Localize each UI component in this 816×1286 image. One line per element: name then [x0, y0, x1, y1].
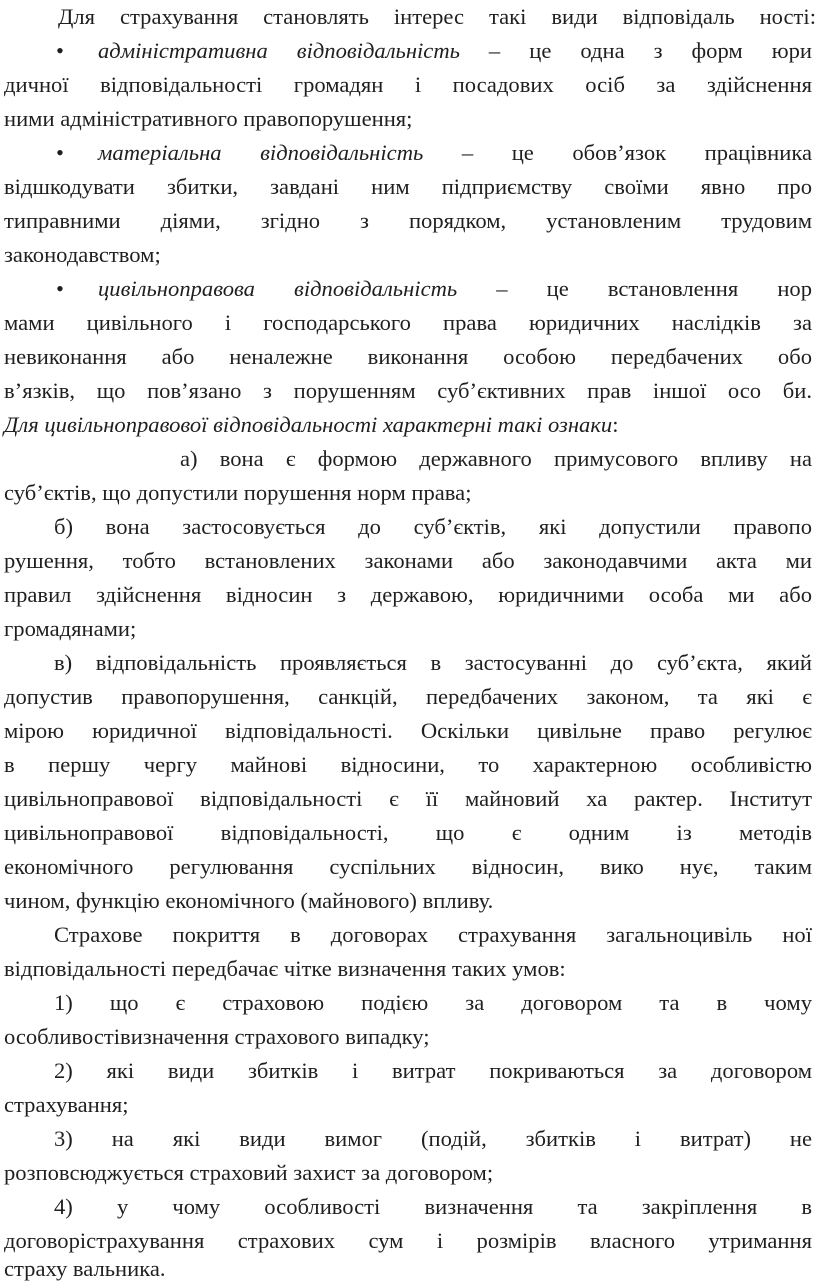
text-line: страху вальника.	[4, 1256, 166, 1281]
term-italic: матеріальна відповідальність	[98, 140, 424, 165]
subheading-line	[4, 408, 812, 442]
text-line: мами цивільного і господарського права юридичних наслідків за	[4, 310, 812, 335]
text-line: договорістрахування страхових сум і розмірів власного утримання	[4, 1228, 812, 1253]
text-line: невиконання або неналежне виконання особою передбачених обо	[4, 344, 812, 369]
text-line: Для страхування становлять інтерес такі види відповідаль ності:	[58, 4, 816, 29]
text-line: 3) на які види вимог (подій, збитків і витрат) не	[54, 1126, 812, 1151]
text-line: ними адміністративного правопорушення;	[4, 106, 413, 131]
text-line: в’язків, що пов’язано з порушенням суб’єктивних прав іншої осо би.	[4, 378, 812, 403]
text-line: в першу чергу майнові відносини, то характерною особливістю	[4, 752, 812, 777]
text-line: допустив правопорушення, санкцій, передбачених законом, та які є	[4, 684, 812, 709]
text-line: в) відповідальність проявляється в застосуванні до суб’єкта, який	[54, 650, 812, 675]
text-line: особливостівизначення страхового випадку;	[4, 1024, 430, 1049]
text-line: а) вона є формою державного примусового впливу на	[180, 446, 812, 471]
text-line: мірою юридичної відповідальності. Оскільки цивільне право регулює	[4, 718, 812, 743]
bullet-line	[4, 34, 812, 68]
term-italic: адміністративна відповідальність	[98, 38, 460, 63]
bullet-line	[4, 136, 812, 170]
text-line: дичної відповідальності громадян і посадових осіб за здійснення	[4, 72, 812, 97]
subheading-italic: Для цивільноправової відповідальності характерні такі ознаки	[4, 412, 613, 437]
text-line: суб’єктів, що допустили порушення норм права;	[4, 480, 472, 505]
text-line: типравними діями, згідно з порядком, установленим трудовим	[4, 208, 812, 233]
bullet-icon: •	[56, 38, 64, 63]
text-segment: – це встановлення нор	[457, 276, 813, 301]
bullet-icon: •	[56, 276, 64, 301]
text-line: страхування;	[4, 1092, 129, 1117]
text-segment: :	[612, 412, 619, 437]
text-segment: – це обов’язок працівника	[423, 140, 812, 165]
text-line: 4) у чому особливості визначення та закріплення в	[54, 1194, 812, 1219]
text-line: 1) що є страховою подією за договором та в чому	[54, 990, 812, 1015]
bullet-line	[4, 272, 812, 306]
text-line: б) вона застосовується до суб’єктів, які допустили правопо	[54, 514, 812, 539]
text-line: розповсюджується страховий захист за договором;	[4, 1160, 494, 1185]
term-italic: цивільноправова відповідальність	[98, 276, 458, 301]
text-line: відповідальності передбачає чітке визначення таких умов:	[4, 956, 566, 981]
text-line: цивільноправової відповідальності, що є одним із методів	[4, 820, 812, 845]
text-line: законодавством;	[4, 242, 161, 267]
text-segment: – це одна з форм юри	[459, 38, 812, 63]
text-line: громадянами;	[4, 616, 137, 641]
text-line: цивільноправової відповідальності є її майновий ха рактер. Інститут	[4, 786, 812, 811]
text-line: чином, функцію економічного (майнового) впливу.	[4, 888, 494, 913]
text-line: економічного регулювання суспільних відносин, вико нує, таким	[4, 854, 812, 879]
text-line: Страхове покриття в договорах страхування загальноцивіль ної	[54, 922, 812, 947]
text-line: правил здійснення відносин з державою, юридичними особа ми або	[4, 582, 812, 607]
bullet-icon: •	[56, 140, 64, 165]
text-line: 2) які види збитків і витрат покриваються за договором	[54, 1058, 812, 1083]
text-line: рушення, тобто встановлених законами або законодавчими акта ми	[4, 548, 812, 573]
text-line: відшкодувати збитки, завдані ним підприємству своїми явно про	[4, 174, 812, 199]
